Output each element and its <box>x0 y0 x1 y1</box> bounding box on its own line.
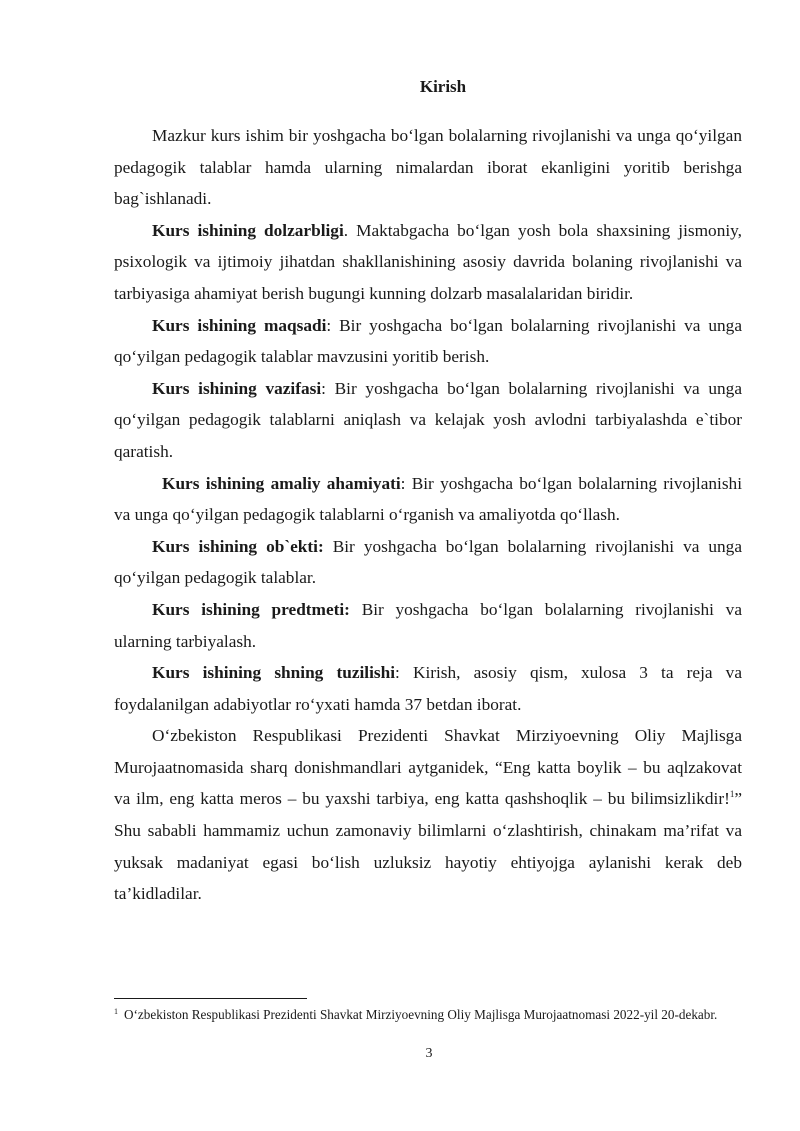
paragraph-text: Bir yoshgacha bo‘lgan bolalarning rivojlanishi va ularning tarbiyalash. <box>114 599 742 651</box>
paragraph-text: : Kirish, asosiy qism, xulosa 3 ta reja va foydalanilgan adabiyotlar ro‘yxati hamda 37 betdan iborat. <box>114 663 742 714</box>
paragraph-text: Mazkur kurs ishim bir yoshgacha bo‘lgan bolalarning rivojlanishi va unga qo‘yilgan pedagogik talablar hamda ularning nimalardan iborat ekanligini yoritib berishga bag`ishlanadi. <box>114 126 742 209</box>
paragraph-object <box>114 531 742 594</box>
paragraph-text: : Bir yoshgacha bo‘lgan bolalarning rivojlanishi va unga qo‘yilgan pedagogik talablarni o‘rganish va amaliyotda qo‘llash. <box>114 473 742 525</box>
paragraph-text: : Bir yoshgacha bo‘lgan bolalarning rivojlanishi va unga qo‘yilgan pedagogik talablarni aniqlash va kelajak yosh avlodni tarbiyalashda e`tibor qaratish. <box>114 378 742 461</box>
paragraph-label: Kurs ishining ob`ekti: <box>152 536 324 556</box>
footnote <box>114 1006 742 1023</box>
footnote-marker: 1 <box>114 1006 118 1016</box>
paragraph-goal <box>114 310 742 373</box>
paragraph-intro <box>114 120 742 215</box>
paragraph-structure <box>114 657 742 720</box>
paragraph-label: Kurs ishining amaliy ahamiyati <box>162 473 401 493</box>
paragraph-text: ” Shu sababli hammamiz uchun zamonaviy bilimlarni o‘zlashtirish, chinakam ma’rifat va yuksak madaniyat egasi bo‘lish uzluksiz hayotiy ehtiyojga aylanishi kerak deb ta’kidladilar. <box>114 789 742 904</box>
paragraph-subject <box>114 594 742 657</box>
body-text <box>114 120 742 910</box>
paragraph-text: O‘zbekiston Respublikasi Prezidenti Shavkat Mirziyoevning Oliy Majlisga Murojaatnomasida sharq donishmandlari aytganidek, “Eng katta boylik – bu aqlzakovat va ilm, eng katta meros – bu yaxshi tarbiya, eng katta qashshoqlik – bu bilimsizlikdir! <box>114 726 742 809</box>
paragraph-label: Kurs ishining vazifasi <box>152 378 322 398</box>
footnote-text: O‘zbekiston Respublikasi Prezidenti Shavkat Mirziyoevning Oliy Majlisga Murojaatnomasi 2022-yil 20-dekabr. <box>124 1007 718 1022</box>
footnote-divider <box>114 998 307 999</box>
paragraph-label: Kurs ishining predtmeti: <box>152 599 350 619</box>
paragraph-president-quote <box>114 720 742 910</box>
paragraph-text: . Maktabgacha bo‘lgan yosh bola shaxsining jismoniy, psixologik va ijtimoiy jihatdan shakllanishining asosiy davrida bolaning rivojlanishi va tarbiyasiga ahamiyat berish bugungi kunning dolzarb masalalaridan biridir. <box>114 220 742 303</box>
paragraph-label: Kurs ishining maqsadi <box>152 315 327 335</box>
page-title: Kirish <box>419 77 467 96</box>
paragraph-label: Kurs ishining shning tuzilishi <box>152 663 396 683</box>
paragraph-text: Bir yoshgacha bo‘lgan bolalarning rivojlanishi va unga qo‘yilgan pedagogik talablar. <box>114 536 742 588</box>
paragraph-label: Kurs ishining dolzarbligi <box>152 220 344 240</box>
paragraph-tasks <box>114 373 742 468</box>
page-number: 3 <box>425 1046 433 1061</box>
paragraph-relevance <box>114 215 742 310</box>
paragraph-text: : Bir yoshgacha bo‘lgan bolalarning rivojlanishi va unga qo‘yilgan pedagogik talablar mavzusini yoritib berish. <box>114 315 742 367</box>
footnote-reference[interactable]: 1 <box>729 789 735 800</box>
paragraph-practical-value <box>114 468 742 531</box>
